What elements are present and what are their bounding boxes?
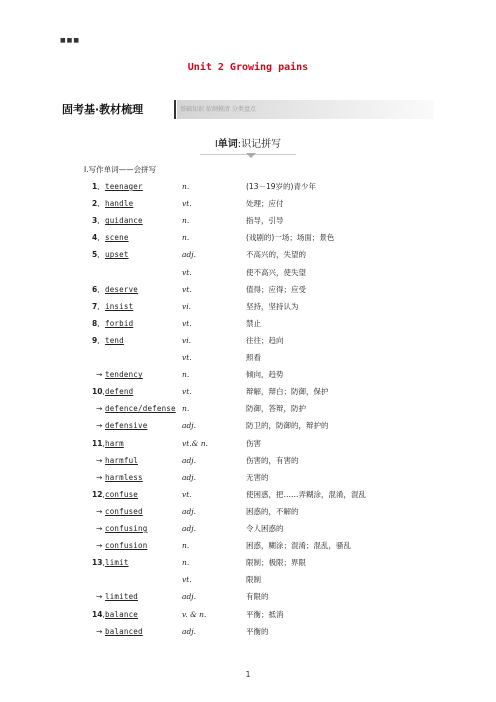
- entry-number: 5．: [92, 250, 105, 260]
- entry-word: limited: [105, 592, 139, 602]
- entry-part-of-speech: vt.: [182, 489, 192, 499]
- entry-meaning: 伤害: [246, 438, 261, 448]
- unit-title: Unit 2 Growing pains: [187, 62, 309, 73]
- vocab-row: [0, 488, 496, 501]
- entry-word: defence/defense: [105, 404, 176, 414]
- badge-label: Ⅰ单词:识记拼写: [211, 138, 285, 152]
- entry-number: 7．: [92, 301, 105, 311]
- entry-part-of-speech: n.: [182, 233, 190, 243]
- entry-word: balanced: [105, 626, 143, 636]
- entry-word: insist: [105, 301, 134, 311]
- vocab-badge: [200, 137, 296, 159]
- vocab-row: [0, 625, 496, 638]
- entry-meaning: 使困惑，把……弄糊涂，混淆，混乱: [246, 489, 366, 499]
- entry-number: 4．: [92, 233, 105, 243]
- entry-meaning: 辩解，辩白；防御，保护: [246, 387, 329, 397]
- banner-subtitle: 基础知识 依纲摸清 分类盘点: [177, 100, 434, 119]
- derived-arrow: →: [96, 524, 103, 533]
- entry-part-of-speech: vt.: [182, 199, 192, 209]
- entry-part-of-speech: vt.: [182, 575, 192, 585]
- banner-title: 固考基·教材梳理: [62, 100, 147, 119]
- entry-part-of-speech: vi.: [182, 335, 192, 345]
- derived-arrow: →: [96, 370, 103, 380]
- entry-word: defensive: [105, 421, 148, 431]
- entry-part-of-speech: vt.: [182, 353, 192, 362]
- entry-part-of-speech: vi.: [182, 301, 192, 311]
- header-dots: ■■■: [60, 37, 81, 44]
- banner-divider: [174, 100, 176, 119]
- entry-number: 11．: [92, 438, 110, 448]
- entry-word: confuse: [105, 489, 139, 499]
- entry-word: limit: [105, 558, 129, 568]
- entry-word: forbid: [105, 318, 134, 328]
- entry-meaning: 倾向，趋势: [246, 370, 284, 380]
- vocab-row: [0, 590, 496, 603]
- entry-meaning: (13－19岁的)青少年: [246, 182, 316, 191]
- vocab-row: [0, 454, 496, 467]
- entry-meaning: 值得；应得；应受: [246, 284, 306, 294]
- vocab-row: [0, 573, 496, 586]
- vocab-row: [0, 539, 496, 552]
- entry-part-of-speech: adj.: [182, 506, 196, 516]
- entry-part-of-speech: adj.: [182, 250, 196, 260]
- entry-meaning: 不高兴的，失望的: [246, 250, 306, 260]
- vocab-row: [0, 402, 496, 415]
- vocab-row: [0, 385, 496, 398]
- entry-meaning: 限制: [246, 575, 261, 585]
- entry-number: 6．: [92, 284, 105, 294]
- entry-meaning: 困惑的，不解的: [246, 506, 299, 516]
- entry-meaning: 往往；趋向: [246, 335, 284, 345]
- entry-part-of-speech: adj.: [182, 524, 196, 533]
- entry-part-of-speech: adj.: [182, 455, 196, 465]
- badge-strong: 单词: [217, 139, 238, 150]
- entry-word: scene: [105, 233, 129, 243]
- entry-meaning: 处理；应付: [246, 199, 284, 209]
- entry-meaning: 令人困惑的: [246, 524, 284, 533]
- derived-arrow: →: [96, 506, 103, 516]
- vocab-row: [0, 180, 496, 193]
- entry-meaning: 指导，引导: [246, 216, 284, 226]
- entry-meaning: 无害的: [246, 472, 269, 482]
- entry-part-of-speech: n.: [182, 541, 190, 551]
- entry-word: harmful: [105, 455, 139, 465]
- entry-meaning: 限制；极限；界限: [246, 558, 306, 568]
- entry-word: tendency: [105, 370, 143, 380]
- entry-part-of-speech: v. & n.: [182, 609, 207, 619]
- entry-word: guidance: [105, 216, 143, 226]
- entry-meaning: 平衡的: [246, 626, 269, 636]
- entry-word: tend: [105, 335, 124, 345]
- entry-part-of-speech: vt.: [182, 318, 192, 328]
- entry-part-of-speech: adj.: [182, 472, 196, 482]
- page-number: 1: [245, 670, 251, 679]
- derived-arrow: →: [96, 472, 103, 482]
- entry-number: 3．: [92, 216, 105, 226]
- entry-word: confusion: [105, 541, 148, 551]
- entry-part-of-speech: n.: [182, 216, 190, 226]
- entry-word: handle: [105, 199, 134, 209]
- derived-arrow: →: [96, 592, 103, 602]
- derived-arrow: →: [96, 541, 103, 551]
- vocab-row: [0, 437, 496, 450]
- entry-number: 10．: [92, 387, 110, 397]
- entry-word: balance: [105, 609, 139, 619]
- entry-part-of-speech: vt.: [182, 284, 192, 294]
- entry-part-of-speech: n.: [182, 404, 190, 414]
- entry-word: upset: [105, 250, 129, 260]
- vocab-row: [0, 300, 496, 313]
- entry-word: deserve: [105, 284, 139, 294]
- derived-arrow: →: [96, 421, 103, 431]
- entry-meaning: 伤害的，有害的: [246, 455, 299, 465]
- caret-down-icon: [246, 153, 256, 158]
- entry-meaning: 禁止: [246, 318, 261, 328]
- entry-meaning: 平衡；抵消: [246, 609, 284, 619]
- vocab-row: [0, 231, 496, 244]
- entry-part-of-speech: n.: [182, 370, 190, 380]
- entry-meaning: (戏剧的)一场；场面；景色: [246, 233, 335, 243]
- entry-word: teenager: [105, 182, 143, 191]
- entry-number: 9．: [92, 335, 105, 345]
- entry-meaning: 防御，答辩，防护: [246, 404, 306, 414]
- badge-text: 识记拼写: [241, 139, 282, 150]
- entry-part-of-speech: n.: [182, 182, 190, 191]
- entry-part-of-speech: n.: [182, 558, 190, 568]
- vocab-row: [0, 283, 496, 296]
- vocab-row: [0, 197, 496, 210]
- entry-word: defend: [105, 387, 134, 397]
- vocab-row: [0, 556, 496, 569]
- entry-number: 2．: [92, 199, 105, 209]
- entry-part-of-speech: adj.: [182, 421, 196, 431]
- section-banner: [62, 100, 434, 119]
- entry-number: 1．: [92, 182, 105, 191]
- entry-part-of-speech: vt.: [182, 267, 192, 277]
- section-title: Ⅰ.写作单词——会拼写: [84, 165, 157, 174]
- entry-number: 12．: [92, 489, 110, 499]
- vocab-row: [0, 505, 496, 518]
- entry-number: 8．: [92, 318, 105, 328]
- entry-part-of-speech: vt.& n.: [182, 438, 208, 448]
- entry-part-of-speech: adj.: [182, 592, 196, 602]
- derived-arrow: →: [96, 404, 103, 414]
- vocab-row: [0, 419, 496, 432]
- entry-word: harmless: [105, 472, 143, 482]
- entry-word: confused: [105, 506, 143, 516]
- vocab-row: [0, 214, 496, 227]
- vocab-row: [0, 351, 496, 364]
- vocab-row: [0, 522, 496, 535]
- badge-prefix: Ⅰ: [214, 139, 218, 150]
- entry-meaning: 有限的: [246, 592, 269, 602]
- vocab-row: [0, 368, 496, 381]
- vocab-row: [0, 266, 496, 279]
- entry-meaning: 照看: [246, 353, 261, 362]
- entry-meaning: 坚持，坚持认为: [246, 301, 299, 311]
- vocab-row: [0, 471, 496, 484]
- entry-part-of-speech: adj.: [182, 626, 196, 636]
- entry-meaning: 困惑，糊涂；混淆；混乱，骚乱: [246, 541, 351, 551]
- entry-part-of-speech: vt.: [182, 387, 192, 397]
- derived-arrow: →: [96, 626, 103, 636]
- entry-meaning: 使不高兴，使失望: [246, 267, 306, 277]
- entry-word: harm: [105, 438, 124, 448]
- vocab-row: [0, 608, 496, 621]
- vocab-row: [0, 334, 496, 347]
- derived-arrow: →: [96, 455, 103, 465]
- entry-meaning: 防卫的，防御的，辩护的: [246, 421, 329, 431]
- vocab-row: [0, 248, 496, 261]
- vocab-row: [0, 317, 496, 330]
- entry-number: 14．: [92, 609, 110, 619]
- entry-number: 13．: [92, 558, 110, 568]
- entry-word: confusing: [105, 524, 148, 533]
